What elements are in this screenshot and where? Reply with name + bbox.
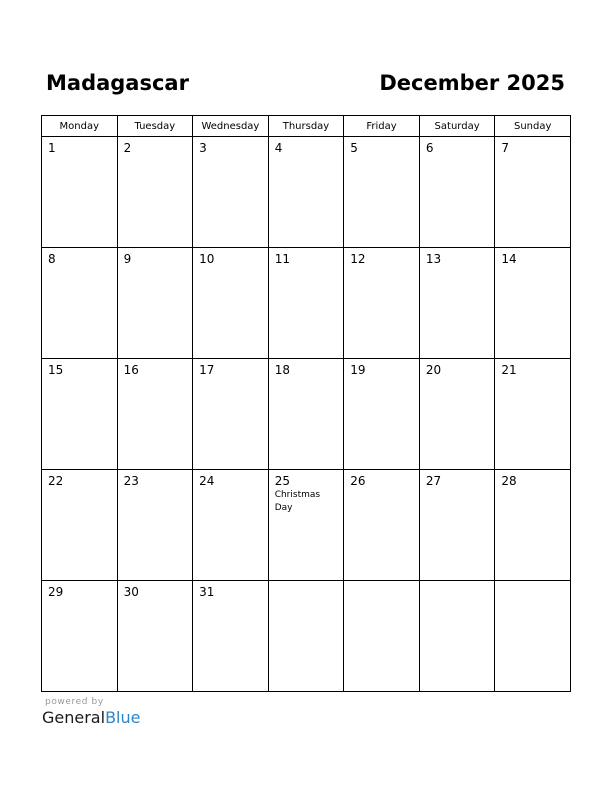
day-cell	[495, 359, 571, 470]
weekday-tuesday: Tuesday	[117, 116, 193, 137]
day-cell	[42, 470, 118, 581]
day-number: 2	[123, 141, 132, 155]
generalblue-logo[interactable]	[42, 708, 140, 727]
day-cell	[42, 137, 118, 248]
day-cell	[117, 470, 193, 581]
logo-blue-text: Blue	[105, 708, 141, 727]
weekday-monday: Monday	[42, 116, 118, 137]
day-number: 26	[350, 474, 366, 488]
day-cell	[495, 248, 571, 359]
day-cell	[268, 581, 344, 692]
week-row	[42, 581, 571, 692]
day-number: 27	[425, 474, 442, 488]
day-number: 4	[274, 141, 283, 155]
country-title: Madagascar	[46, 71, 189, 95]
day-cell	[42, 359, 118, 470]
day-number: 25	[274, 474, 290, 488]
day-number: 30	[123, 585, 139, 599]
day-number: 12	[350, 252, 366, 266]
week-row	[42, 470, 571, 581]
day-cell	[42, 248, 118, 359]
day-cell	[344, 359, 420, 470]
day-number: 10	[199, 252, 215, 266]
day-cell	[117, 359, 193, 470]
day-cell	[419, 470, 495, 581]
day-number: 21	[501, 363, 517, 377]
powered-by-text: powered by	[45, 697, 104, 707]
day-number: 20	[425, 363, 442, 377]
day-number: 18	[274, 363, 290, 377]
weekday-wednesday: Wednesday	[193, 116, 269, 137]
day-number: 17	[199, 363, 215, 377]
day-cell	[268, 248, 344, 359]
month-title: December 2025	[379, 71, 565, 95]
day-cell	[419, 359, 495, 470]
day-number: 11	[274, 252, 290, 266]
day-cell	[344, 248, 420, 359]
day-number: 15	[48, 363, 64, 377]
day-cell	[42, 581, 118, 692]
day-cell	[419, 248, 495, 359]
holiday-label: Christmas Day	[274, 490, 321, 513]
weekday-thursday: Thursday	[268, 116, 344, 137]
day-cell	[193, 359, 269, 470]
day-number: 5	[350, 141, 358, 155]
day-number: 28	[501, 474, 517, 488]
day-cell	[117, 581, 193, 692]
week-row	[42, 359, 571, 470]
day-cell	[419, 137, 495, 248]
day-number: 9	[123, 252, 132, 266]
day-number: 13	[425, 252, 442, 266]
logo-general-text: General	[42, 708, 106, 727]
week-row	[42, 248, 571, 359]
day-cell	[268, 470, 344, 581]
day-number: 7	[501, 141, 510, 155]
day-number: 31	[199, 585, 215, 599]
day-number: 22	[48, 474, 64, 488]
day-number: 3	[199, 141, 207, 155]
day-cell	[495, 470, 571, 581]
day-number: 23	[123, 474, 139, 488]
day-cell	[193, 137, 269, 248]
week-row	[42, 137, 571, 248]
calendar-grid	[41, 115, 571, 692]
day-number: 6	[425, 141, 434, 155]
day-number: 1	[48, 141, 56, 155]
day-cell	[344, 137, 420, 248]
day-number: 16	[123, 363, 139, 377]
day-cell	[344, 470, 420, 581]
day-number: 8	[48, 252, 56, 266]
day-cell	[117, 248, 193, 359]
day-number: 19	[350, 363, 366, 377]
day-number: 24	[199, 474, 215, 488]
day-number: 29	[48, 585, 64, 599]
day-cell	[193, 581, 269, 692]
day-cell	[495, 581, 571, 692]
day-cell	[193, 470, 269, 581]
weekday-saturday: Saturday	[419, 116, 495, 137]
weekday-sunday: Sunday	[495, 116, 571, 137]
day-cell	[268, 137, 344, 248]
day-cell	[117, 137, 193, 248]
day-cell	[193, 248, 269, 359]
weekday-header-row	[42, 116, 571, 137]
day-number: 14	[501, 252, 517, 266]
day-cell	[495, 137, 571, 248]
day-cell	[419, 581, 495, 692]
day-cell	[268, 359, 344, 470]
day-cell	[344, 581, 420, 692]
weekday-friday: Friday	[344, 116, 420, 137]
